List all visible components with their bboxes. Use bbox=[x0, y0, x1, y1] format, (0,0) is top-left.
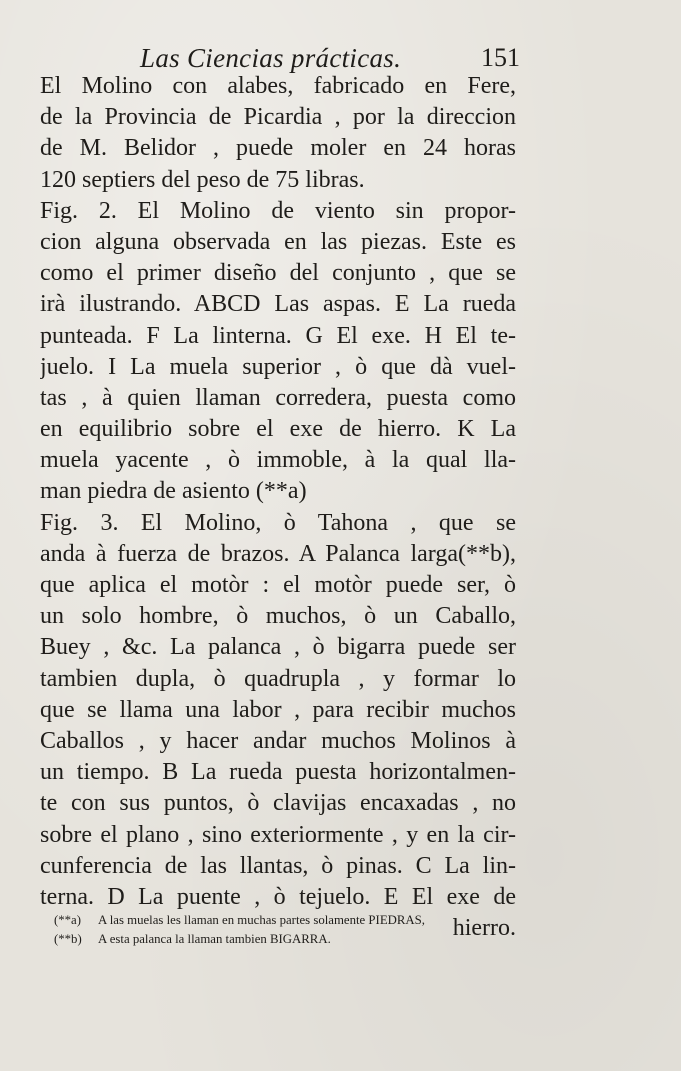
text-line: hierro. bbox=[452, 915, 516, 942]
text-line: irà ilustrando. ABCD Las aspas. E La rueda bbox=[40, 291, 516, 318]
text-line: que aplica el motòr : el motòr puede ser, ò bbox=[40, 572, 516, 598]
text-line: El Molino con alabes, fabricado en Fere, bbox=[40, 73, 516, 99]
text-line: 120 septiers del peso de 75 libras. bbox=[40, 166, 365, 193]
text-line: sobre el plano , sino exteriormente , y en la cir- bbox=[40, 821, 516, 848]
text-line: Fig. 2. El Molino de viento sin propor- bbox=[40, 197, 516, 224]
text-line: Fig. 3. El Molino, ò Tahona , que se bbox=[40, 509, 516, 536]
text-line: de la Provincia de Picardia , por la direccion bbox=[40, 104, 516, 131]
text-line: cion alguna observada en las piezas. Este es bbox=[40, 228, 516, 255]
text-line: juelo. I La muela superior , ò que dà vuel- bbox=[40, 353, 516, 380]
running-title: Las Ciencias prácticas. bbox=[140, 43, 402, 73]
text-line: que se llama una labor , para recibir muchos bbox=[40, 696, 516, 723]
text-line: te con sus puntos, ò clavijas encaxadas , no bbox=[40, 790, 516, 817]
footnote bbox=[54, 930, 474, 949]
text-line: man piedra de asiento (**a) bbox=[40, 478, 307, 505]
text-line: tas , à quien llaman corredera, puesta como bbox=[40, 384, 516, 411]
page-number: 151 bbox=[481, 43, 520, 72]
text-line: anda à fuerza de brazos. A Palanca larga(**b), bbox=[40, 540, 516, 567]
footnote-text: A las muelas les llaman en muchas partes solamente PIEDRAS, bbox=[98, 913, 425, 927]
text-line: punteada. F La linterna. G El exe. H El te- bbox=[40, 322, 516, 349]
footnote-mark: (**b) bbox=[54, 932, 82, 946]
text-line: Caballos , y hacer andar muchos Molinos à bbox=[40, 727, 516, 754]
text-line: cunferencia de las llantas, ò pinas. C La lin- bbox=[40, 852, 516, 879]
text-line: muela yacente , ò immoble, à la qual lla- bbox=[40, 447, 516, 474]
text-line: Buey , &c. La palanca , ò bigarra puede ser bbox=[40, 634, 516, 661]
footnotes bbox=[54, 911, 474, 949]
footnote-text: A esta palanca la llaman tambien BIGARRA. bbox=[98, 932, 331, 946]
text-line: un tiempo. B La rueda puesta horizontalmen- bbox=[40, 759, 516, 786]
text-line: tambien dupla, ò quadrupla , y formar lo bbox=[40, 665, 516, 692]
footnote-mark: (**a) bbox=[54, 913, 81, 927]
text-line: un solo hombre, ò muchos, ò un Caballo, bbox=[40, 603, 516, 630]
footnote bbox=[54, 911, 474, 930]
text-line: de M. Belidor , puede moler en 24 horas bbox=[40, 135, 516, 162]
text-line: terna. D La puente , ò tejuelo. E El exe de bbox=[40, 883, 516, 910]
text-line: en equilibrio sobre el exe de hierro. K La bbox=[40, 416, 516, 443]
text-line: como el primer diseño del conjunto , que se bbox=[40, 260, 516, 287]
body-text bbox=[40, 71, 516, 944]
